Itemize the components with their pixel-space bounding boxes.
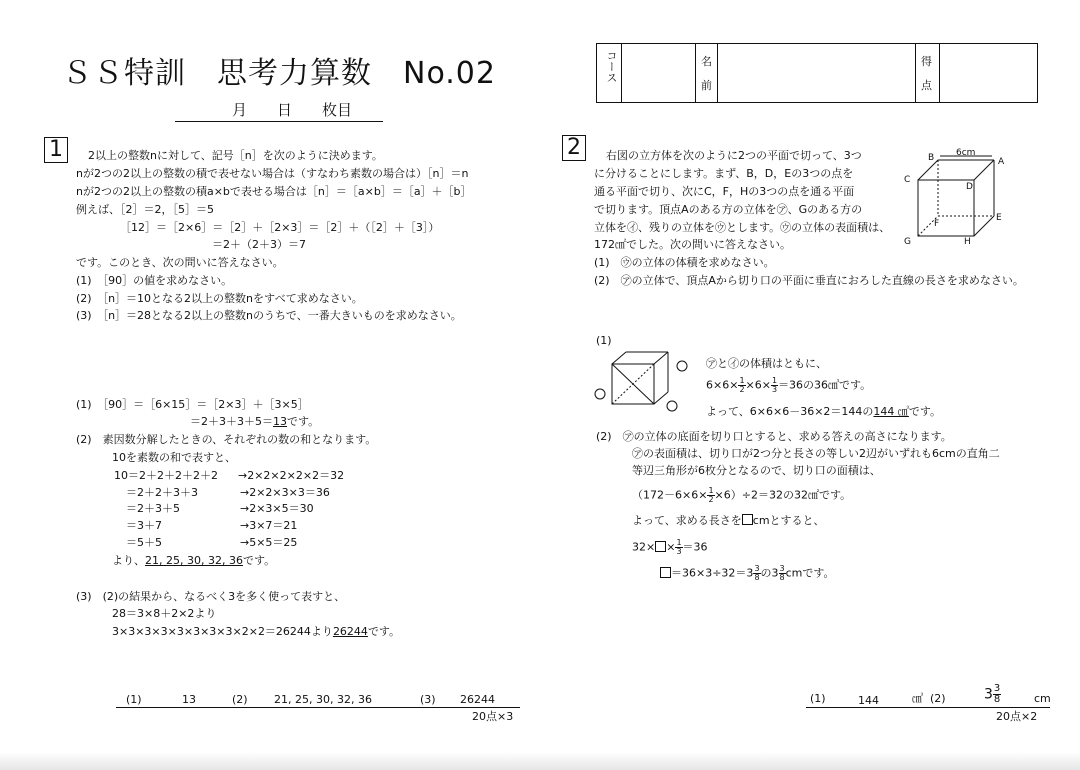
label-circle-u (667, 401, 677, 411)
p1-answer-2: 21, 25, 30, 32, 36 (274, 693, 372, 706)
cut-cube-figure (594, 350, 690, 414)
p1-sol-2c-pre: より、 (112, 554, 145, 567)
p2-line: に分けることにします。まず、B，D，Eの3つの点を (594, 167, 854, 180)
p2-sol-2e-pre: よって、求める長さを (632, 514, 742, 527)
p2-sol-2f (632, 539, 708, 556)
cube-edge (974, 160, 994, 180)
p1-answer-3: 26244 (460, 693, 495, 706)
vertex-d: D (966, 182, 973, 192)
p1-sol-row-right: →2×3×5＝30 (240, 502, 314, 515)
score-divider (939, 44, 940, 102)
unknown-box (660, 567, 671, 578)
p1-sol-2a: (2) 素因数分解したときの、それぞれの数の和となります。 (76, 433, 377, 446)
p2-sol-2g-end: cmです。 (785, 566, 835, 580)
vertex-f: F (934, 219, 940, 229)
p1-line: 2以上の整数nに対して、記号［n］を次のように決めます。 (88, 149, 383, 162)
page-bottom-shadow (0, 752, 1080, 770)
label-circle-i (595, 389, 605, 399)
p2-answer-unit-2: cm (1034, 692, 1051, 705)
p1-sol-3c-end: です。 (367, 625, 401, 638)
p1-answer-underline (116, 707, 520, 708)
p2-sol-2c: 等辺三角形が6枚分となるので、切り口の面積は、 (632, 464, 881, 477)
date-line: 月 日 枚目 (232, 101, 353, 119)
p1-sol-1b-answer: 13 (273, 415, 287, 428)
name-score-table (596, 43, 1038, 103)
cube-edge-label: 6cm (956, 148, 976, 158)
p1-sol-2c-answer: 21, 25, 30, 32, 36 (145, 554, 243, 567)
p1-sol-2c (112, 554, 275, 568)
vertex-e: E (996, 213, 1002, 223)
frac-numerator: 1 (739, 376, 745, 385)
p2-answer-unit-1: ㎤ (912, 692, 923, 705)
label-circle-a (677, 361, 687, 371)
p1-sol-3c-answer: 26244 (332, 625, 368, 638)
p1-sol-row-right: →3×7＝21 (240, 519, 298, 532)
p1-sol-2c-end: です。 (242, 554, 276, 567)
course-divider (621, 44, 622, 102)
p1-sol-2b: 10を素数の和で表すと、 (112, 451, 236, 464)
p2-sol-1c-answer: 144 ㎤ (873, 405, 909, 418)
p1-line: nが2つの2以上の整数の積で表せない場合は（すなわち素数の場合は）［n］＝n (76, 167, 469, 180)
p1-sol-row-right: →2×2×2×2×2＝32 (238, 469, 345, 482)
p2-sol-2e-end: cmとすると、 (752, 514, 825, 527)
page-title: ＳＳ特訓 思考力算数 No.02 (62, 56, 496, 91)
p2-sol-2d-pre: （172－6×6× (632, 488, 708, 502)
cut-cube-edge (654, 392, 668, 404)
p1-sol-1a: (1) ［90］＝［6×15］＝［2×3］＋［3×5］ (76, 398, 309, 411)
p1-line: ＝2＋（2＋3）＝7 (212, 238, 306, 251)
p1-line: ［12］＝［2×6］＝［2］＋［2×3］＝［2］＋（［2］＋［3］） (120, 221, 440, 234)
p1-answer-1: 13 (182, 693, 196, 706)
p2-line: で切ります。頂点Aのある方の立体を㋐、Gのある方の (594, 203, 863, 216)
cut-cube-edge (612, 352, 626, 364)
vertex-a: A (998, 157, 1005, 167)
name-divider (717, 44, 718, 102)
fraction-3-8 (753, 565, 760, 582)
frac-denominator: 8 (754, 573, 760, 582)
p2-sol-2f-mid: × (666, 540, 676, 554)
p2-question-1: (1) ㋒の立体の体積を求めなさい。 (594, 256, 775, 269)
p1-question-3: (3) ［n］＝28となる2以上の整数nのうちで、一番大きいものを求めなさい。 (76, 309, 462, 322)
frac-numerator: 1 (771, 376, 778, 385)
p2-answer-1: 144 (858, 694, 879, 707)
score-box-left (915, 44, 916, 102)
p2-points: 20点×2 (996, 710, 1038, 723)
p1-sol-1b-text: ＝2＋3＋3＋5＝ (190, 415, 273, 428)
p1-sol-row-right: →5×5＝25 (240, 536, 298, 549)
fraction-1-3 (675, 539, 682, 556)
p1-sol-3a: (3) (2)の結果から、なるべく3を多く使って表すと、 (76, 590, 346, 603)
p1-sol-3c-text: 3×3×3×3×3×3×3×3×2×2＝26244より (112, 625, 333, 638)
p2-sol-2g-mid: の3 (760, 566, 779, 580)
frac-denominator: 8 (993, 694, 1001, 705)
frac-denominator: 3 (676, 547, 682, 556)
p1-sol-1b (190, 415, 319, 429)
p2-sol-2a: (2) ㋐の立体の底面を切り口とすると、求める答えの高さになります。 (596, 430, 952, 443)
p2-answer-2 (984, 684, 1001, 705)
p2-sol-1b-mid: ×6× (745, 378, 771, 392)
p2-sol-2f-end: ＝36 (682, 540, 708, 554)
p2-sol-1-label: (1) (596, 334, 612, 347)
date-underline (175, 121, 383, 122)
vertex-h: H (964, 237, 971, 247)
p2-sol-2g-pre: ＝36×3÷32＝3 (671, 566, 754, 580)
unknown-box (655, 541, 666, 552)
p1-sol-row-left: ＝2＋3＋5 (126, 502, 180, 515)
vertex-c: C (904, 175, 911, 185)
p2-line: 右図の立方体を次のように2つの平面で切って、3つ (606, 149, 862, 162)
p2-answer-label-1: (1) (810, 692, 826, 705)
p2-sol-1a: ㋐と㋑の体積はともに、 (706, 357, 827, 370)
p2-sol-2f-pre: 32× (632, 540, 656, 554)
p2-answer-2-whole: 3 (984, 686, 993, 703)
p2-sol-2d-end: ×6）÷2＝32の32㎠です。 (714, 488, 852, 502)
p1-sol-row-right: →2×2×3×3＝36 (240, 486, 330, 499)
p2-answer-label-2: (2) (930, 692, 946, 705)
answer-fraction-3-8 (993, 684, 1001, 705)
p2-answer-underline (806, 707, 1050, 708)
p2-line: 172㎠でした。次の問いに答えなさい。 (594, 238, 791, 251)
frac-numerator: 1 (708, 486, 714, 495)
frac-denominator: 2 (739, 385, 745, 394)
frac-numerator: 3 (754, 564, 760, 573)
course-box-right (695, 44, 696, 102)
p1-answer-label-2: (2) (232, 693, 248, 706)
course-label: コース (605, 50, 618, 83)
frac-denominator: 8 (779, 573, 785, 582)
p1-sol-1b-end: です。 (287, 415, 320, 428)
p1-question-1: (1) ［90］の値を求めなさい。 (76, 274, 233, 287)
p2-sol-1b-pre: 6×6× (706, 378, 739, 392)
p1-sol-row-left: ＝5＋5 (126, 536, 162, 549)
p1-answer-label-1: (1) (126, 693, 142, 706)
p2-question-2: (2) ㋐の立体で、頂点Aから切り口の平面に垂直におろした直線の長さを求めなさい。 (594, 274, 1024, 287)
p2-sol-2e (632, 514, 825, 528)
frac-denominator: 2 (708, 495, 714, 504)
frac-numerator: 1 (676, 538, 682, 547)
p2-sol-1c-pre: よって、6×6×6－36×2＝144の (706, 405, 874, 418)
p2-sol-1c-end: です。 (908, 405, 942, 418)
p2-line: 立体を㋑、残りの立体を㋒とします。㋒の立体の表面積は、 (594, 221, 891, 234)
p1-answer-label-3: (3) (420, 693, 436, 706)
problem-1-number: 1 (44, 137, 68, 163)
p1-question-2: (2) ［n］＝10となる2以上の整数nをすべて求めなさい。 (76, 292, 363, 305)
p2-sol-1b (706, 377, 871, 394)
p1-sol-row-left: ＝3＋7 (126, 519, 162, 532)
p2-sol-1b-end: ＝36の36㎤です。 (778, 378, 872, 392)
frac-denominator: 3 (771, 385, 778, 394)
p2-sol-2b: ㋐の表面積は、切り口が2つ分と長さの等しい2辺がいずれも6cmの直角二 (632, 447, 1000, 460)
p2-line: 通る平面で切り、次にC，F，Hの3つの点を通る平面 (594, 185, 855, 198)
name-label: 名前 (701, 55, 712, 92)
unknown-box (742, 514, 753, 525)
cube-figure (900, 146, 1040, 250)
p1-line: nが2つの2以上の整数の積a×bで表せる場合は［n］＝［a×b］＝［a］＋［b］ (76, 185, 472, 198)
p2-sol-2d (632, 487, 851, 504)
fraction-1-2 (738, 377, 745, 394)
fraction-3-8 (779, 565, 786, 582)
p1-sol-3c (112, 625, 400, 639)
vertex-g: G (904, 237, 911, 247)
p1-sol-row-left: 10＝2＋2＋2＋2＋2 (114, 469, 218, 482)
frac-numerator: 3 (993, 683, 1001, 694)
score-label: 得点 (921, 55, 932, 92)
fraction-1-2 (707, 487, 714, 504)
p1-sol-row-left: ＝2＋2＋3＋3 (126, 486, 198, 499)
p2-sol-1c (706, 405, 941, 419)
frac-numerator: 3 (779, 564, 785, 573)
vertex-b: B (928, 153, 935, 163)
p1-line: 例えば、［2］＝2，［5］＝5 (76, 203, 214, 216)
p2-sol-2g (660, 565, 835, 582)
cube-edge (918, 160, 938, 180)
problem-2-number: 2 (562, 135, 586, 161)
p1-line: です。このとき、次の問いに答えなさい。 (76, 256, 284, 269)
fraction-1-3 (771, 377, 778, 394)
cut-cube-edge (654, 352, 668, 364)
p1-sol-3b: 28＝3×8＋2×2より (112, 607, 217, 620)
p1-points: 20点×3 (472, 710, 514, 723)
cube-edge (974, 216, 994, 236)
